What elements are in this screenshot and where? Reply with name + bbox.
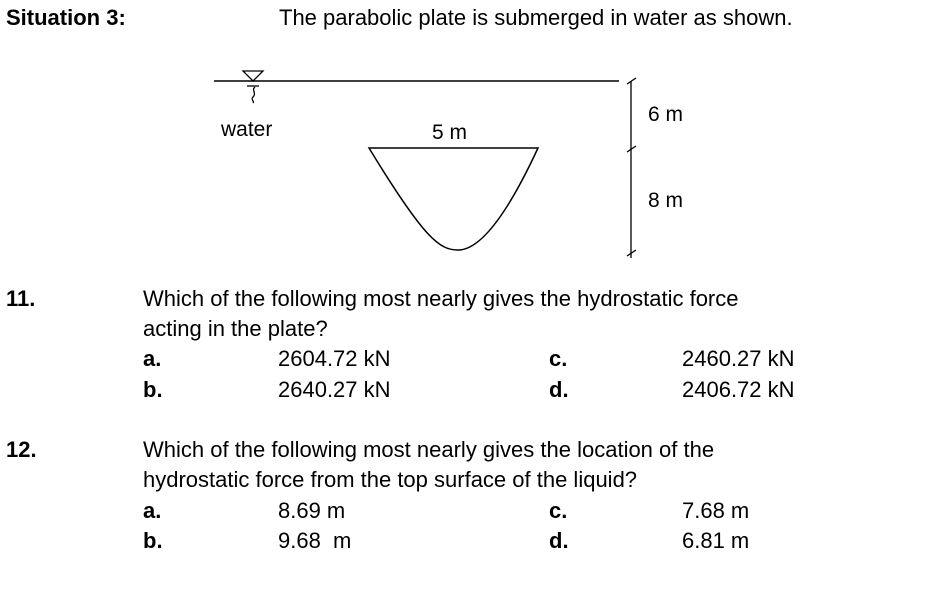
question-12-text-line-1: Which of the following most nearly gives the location of the (143, 437, 715, 462)
choice-letter: a. (143, 346, 162, 371)
choice-letter: b. (143, 528, 163, 553)
question-12-text-line-2: hydrostatic force from the top surface of the liquid? (143, 467, 638, 492)
situation-description: The parabolic plate is submerged in water as shown. (279, 5, 793, 30)
plate-width-label: 5 m (432, 121, 468, 144)
question-11-text-line-2: acting in the plate? (143, 316, 328, 341)
choice-letter: b. (143, 377, 163, 402)
question-11-text-line-1: Which of the following most nearly gives the hydrostatic force (143, 286, 739, 311)
choice-value: 8.69 m (278, 498, 346, 523)
depth-dimension-line (627, 78, 636, 258)
choice-letter: d. (549, 377, 569, 402)
choice-value: 7.68 m (682, 498, 750, 523)
choice-letter: a. (143, 498, 162, 523)
parabolic-plate (369, 148, 538, 250)
situation-label: Situation 3: (6, 5, 126, 30)
choice-letter: c. (549, 346, 568, 371)
choice-value: 9.68 m (278, 528, 352, 553)
choice-value: 6.81 m (682, 528, 750, 553)
question-11-number: 11. (6, 286, 36, 311)
depth-top-label: 6 m (648, 103, 684, 126)
depth-plate-label: 8 m (648, 189, 684, 212)
question-12-number: 12. (6, 437, 37, 462)
free-surface-icon (243, 71, 263, 103)
choice-letter: d. (549, 528, 569, 553)
water-label: water (221, 118, 273, 141)
choice-value: 2640.27 kN (278, 377, 391, 402)
choice-value: 2406.72 kN (682, 377, 795, 402)
choice-value: 2604.72 kN (278, 346, 391, 371)
choice-letter: c. (549, 498, 568, 523)
choice-value: 2460.27 kN (682, 346, 795, 371)
